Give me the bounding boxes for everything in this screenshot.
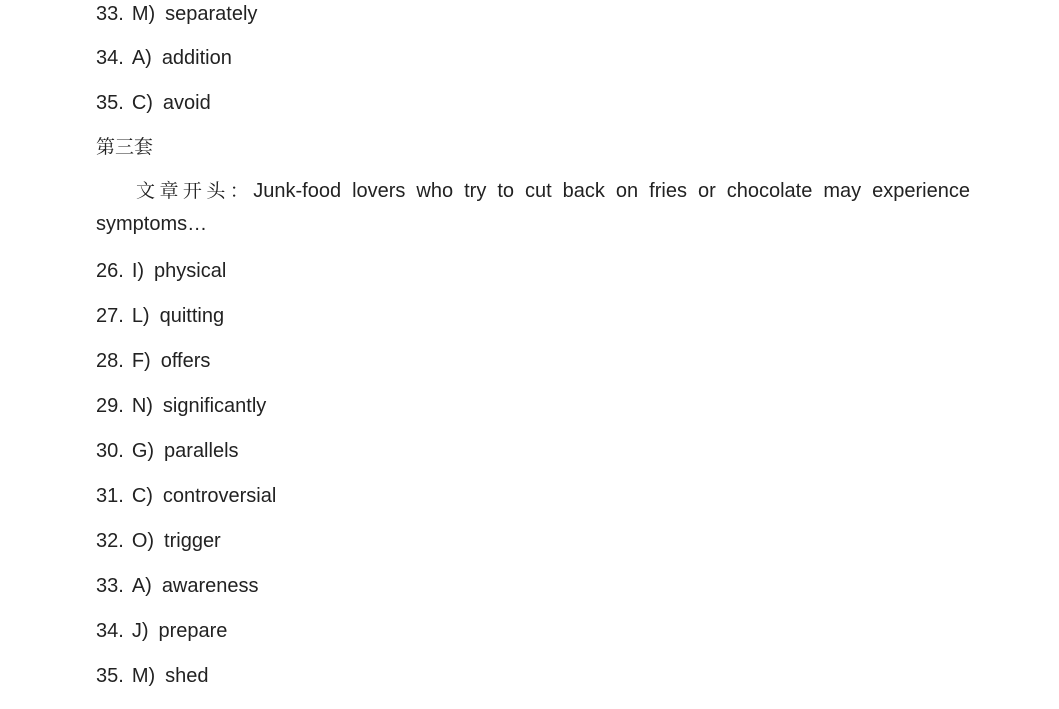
answer-item: [96, 0, 257, 28]
answer-item: [96, 44, 232, 72]
answer-item: [96, 662, 209, 690]
answer-option: C): [131, 485, 153, 507]
answer-item: [96, 89, 211, 117]
answer-number: 32.: [96, 530, 124, 552]
answer-item: [96, 392, 266, 420]
intro-text: Junk-food lovers who try to cut back on fries or chocolate may experience symptoms…: [96, 180, 970, 235]
answer-option: M): [131, 3, 156, 25]
answer-word: trigger: [164, 530, 221, 552]
answer-option: O): [131, 530, 155, 552]
answer-number: 34.: [96, 620, 124, 642]
section-title: 第三套: [96, 136, 154, 158]
article-intro: [96, 175, 970, 241]
answer-number: 26.: [96, 260, 124, 282]
answer-option: A): [131, 47, 152, 69]
answer-item: [96, 302, 224, 330]
answer-item: [96, 347, 210, 375]
answer-option: F): [131, 350, 151, 372]
intro-label: 文章开头：: [136, 180, 254, 202]
answer-word: quitting: [159, 305, 225, 327]
answer-number: 33.: [96, 3, 124, 25]
answer-item: [96, 437, 239, 465]
answer-word: physical: [154, 260, 227, 282]
answer-number: 30.: [96, 440, 124, 462]
answer-word: controversial: [162, 485, 277, 507]
answer-number: 33.: [96, 575, 124, 597]
answer-item: [96, 617, 227, 645]
answer-option: J): [131, 620, 149, 642]
answer-item: [96, 257, 226, 285]
answer-word: shed: [165, 665, 209, 687]
answer-word: offers: [160, 350, 211, 372]
answer-option: N): [131, 395, 153, 417]
answer-number: 29.: [96, 395, 124, 417]
answer-number: 34.: [96, 47, 124, 69]
answer-option: A): [131, 575, 152, 597]
answer-word: separately: [165, 3, 258, 25]
answer-word: addition: [161, 47, 232, 69]
answer-item: [96, 527, 221, 555]
answer-option: L): [131, 305, 150, 327]
answer-word: significantly: [162, 395, 267, 417]
answer-number: 35.: [96, 665, 124, 687]
answer-item: [96, 572, 259, 600]
answer-number: 31.: [96, 485, 124, 507]
answer-option: I): [131, 260, 145, 282]
answer-option: M): [131, 665, 156, 687]
answer-number: 27.: [96, 305, 124, 327]
answer-word: avoid: [162, 92, 211, 114]
answer-number: 28.: [96, 350, 124, 372]
answer-option: G): [131, 440, 155, 462]
answer-word: awareness: [161, 575, 259, 597]
answer-number: 35.: [96, 92, 124, 114]
answer-word: parallels: [164, 440, 239, 462]
answer-item: [96, 482, 276, 510]
answer-word: prepare: [158, 620, 228, 642]
answer-option: C): [131, 92, 153, 114]
